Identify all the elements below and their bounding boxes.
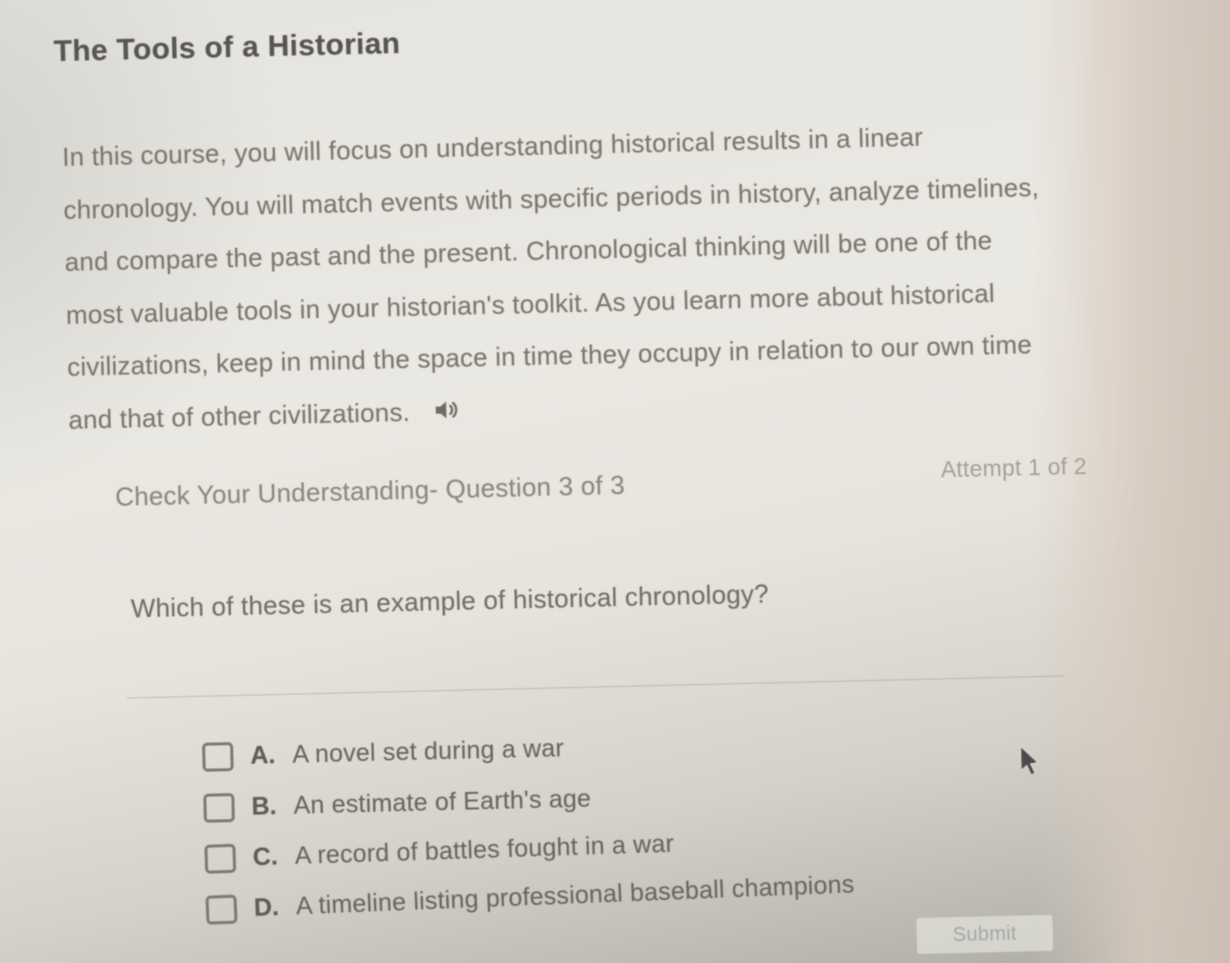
- lesson-intro-paragraph: [62, 106, 1139, 450]
- speaker-icon[interactable]: [431, 388, 462, 441]
- option-c[interactable]: [204, 822, 854, 875]
- intro-line: and compare the past and the present. Chronological thinking will be one of the: [64, 225, 993, 277]
- option-c-text: A record of battles fought in a war: [294, 829, 675, 870]
- option-b-checkbox[interactable]: [203, 793, 235, 823]
- page-title: The Tools of a Historian: [53, 26, 401, 69]
- option-d-letter: D.: [253, 892, 280, 922]
- option-c-letter: C.: [252, 841, 279, 871]
- arrow-cursor-icon: [1018, 746, 1041, 782]
- intro-line: most valuable tools in your historian's toolkit. As you learn more about historical: [65, 277, 996, 330]
- submit-button[interactable]: Submit: [916, 915, 1053, 954]
- question-text: Which of these is an example of historical chronology?: [130, 578, 770, 624]
- option-c-checkbox[interactable]: [204, 843, 236, 873]
- option-d-checkbox[interactable]: [205, 894, 237, 924]
- option-d-text: A timeline listing professional baseball champions: [295, 869, 855, 920]
- intro-line: chronology. You will match events with specific periods in history, analyze timelines,: [63, 171, 1040, 225]
- answer-options-list: [202, 726, 856, 945]
- option-a-letter: A.: [250, 740, 276, 770]
- option-b[interactable]: [203, 776, 852, 823]
- intro-line: civilizations, keep in mind the space in time they occupy in relation to our own time: [66, 329, 1033, 382]
- attempt-counter: Attempt 1 of 2: [940, 452, 1088, 483]
- section-divider: [127, 675, 1064, 698]
- option-b-text: An estimate of Earth's age: [293, 784, 592, 820]
- intro-line: In this course, you will focus on understanding historical results in a linear: [61, 121, 924, 172]
- option-a[interactable]: [202, 726, 851, 773]
- option-a-text: A novel set during a war: [292, 733, 565, 769]
- intro-line-text: and that of other civilizations.: [68, 396, 411, 435]
- option-d[interactable]: [205, 868, 855, 925]
- option-b-letter: B.: [251, 791, 277, 821]
- option-a-checkbox[interactable]: [202, 742, 234, 772]
- quiz-section-label: Check Your Understanding- Question 3 of 3: [114, 469, 626, 512]
